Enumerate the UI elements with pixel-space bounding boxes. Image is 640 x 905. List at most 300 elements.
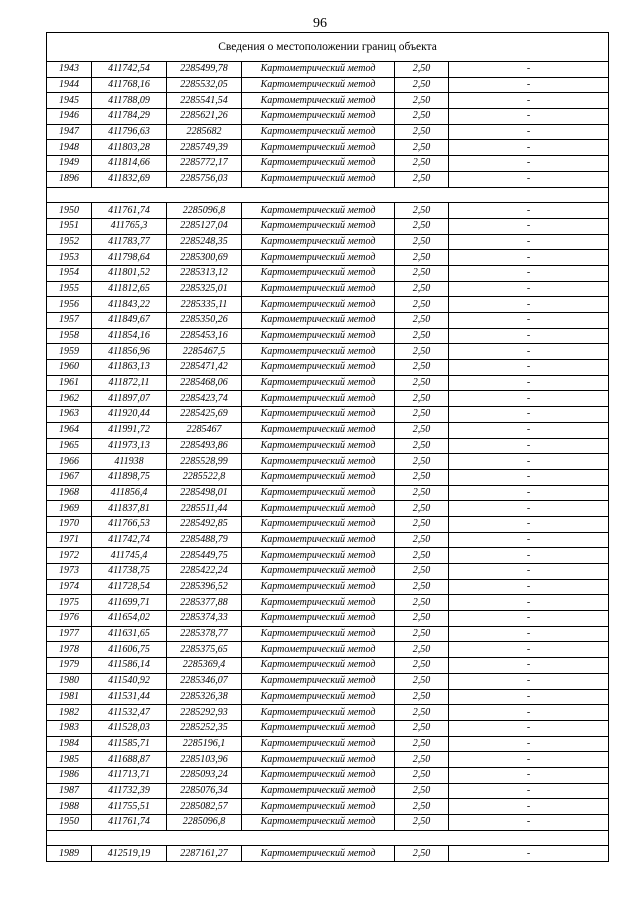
x-coordinate-cell: 411938: [92, 454, 167, 470]
accuracy-cell: 2,50: [395, 501, 449, 517]
description-cell: -: [449, 140, 609, 156]
table-row: [47, 564, 609, 580]
accuracy-cell: 2,50: [395, 658, 449, 674]
y-coordinate-cell: 2285325,01: [167, 281, 242, 297]
accuracy-cell: 2,50: [395, 109, 449, 125]
description-cell: -: [449, 360, 609, 376]
point-number-cell: 1947: [47, 124, 92, 140]
x-coordinate-cell: 411973,13: [92, 438, 167, 454]
method-cell: Картометрический метод: [242, 156, 395, 172]
x-coordinate-cell: 411713,71: [92, 767, 167, 783]
group-separator-row: [47, 187, 609, 203]
description-cell: -: [449, 234, 609, 250]
point-number-cell: 1966: [47, 454, 92, 470]
accuracy-cell: 2,50: [395, 375, 449, 391]
x-coordinate-cell: 411732,39: [92, 783, 167, 799]
x-coordinate-cell: 411766,53: [92, 516, 167, 532]
point-number-cell: 1948: [47, 140, 92, 156]
description-cell: -: [449, 62, 609, 78]
description-cell: -: [449, 501, 609, 517]
method-cell: Картометрический метод: [242, 360, 395, 376]
accuracy-cell: 2,50: [395, 77, 449, 93]
table-row: [47, 689, 609, 705]
method-cell: Картометрический метод: [242, 736, 395, 752]
point-number-cell: 1969: [47, 501, 92, 517]
accuracy-cell: 2,50: [395, 391, 449, 407]
point-number-cell: 1951: [47, 218, 92, 234]
y-coordinate-cell: 2285377,88: [167, 595, 242, 611]
table-title: Сведения о местоположении границ объекта: [47, 33, 609, 62]
y-coordinate-cell: 2287161,27: [167, 846, 242, 862]
accuracy-cell: 2,50: [395, 407, 449, 423]
accuracy-cell: 2,50: [395, 62, 449, 78]
y-coordinate-cell: 2285453,16: [167, 328, 242, 344]
method-cell: Картометрический метод: [242, 752, 395, 768]
x-coordinate-cell: 411688,87: [92, 752, 167, 768]
x-coordinate-cell: 411803,28: [92, 140, 167, 156]
x-coordinate-cell: 411531,44: [92, 689, 167, 705]
point-number-cell: 1964: [47, 422, 92, 438]
y-coordinate-cell: 2285425,69: [167, 407, 242, 423]
point-number-cell: 1978: [47, 642, 92, 658]
method-cell: Картометрический метод: [242, 124, 395, 140]
description-cell: -: [449, 799, 609, 815]
description-cell: -: [449, 375, 609, 391]
x-coordinate-cell: 411798,64: [92, 250, 167, 266]
description-cell: -: [449, 124, 609, 140]
y-coordinate-cell: 2285756,03: [167, 171, 242, 187]
point-number-cell: 1981: [47, 689, 92, 705]
point-number-cell: 1961: [47, 375, 92, 391]
x-coordinate-cell: 411528,03: [92, 720, 167, 736]
description-cell: -: [449, 516, 609, 532]
table-row: [47, 234, 609, 250]
description-cell: -: [449, 564, 609, 580]
y-coordinate-cell: 2285468,06: [167, 375, 242, 391]
accuracy-cell: 2,50: [395, 93, 449, 109]
accuracy-cell: 2,50: [395, 799, 449, 815]
accuracy-cell: 2,50: [395, 328, 449, 344]
y-coordinate-cell: 2285378,77: [167, 626, 242, 642]
method-cell: Картометрический метод: [242, 705, 395, 721]
y-coordinate-cell: 2285396,52: [167, 579, 242, 595]
table-row: [47, 642, 609, 658]
y-coordinate-cell: 2285127,04: [167, 218, 242, 234]
point-number-cell: 1986: [47, 767, 92, 783]
x-coordinate-cell: 411742,54: [92, 62, 167, 78]
y-coordinate-cell: 2285422,24: [167, 564, 242, 580]
description-cell: -: [449, 77, 609, 93]
y-coordinate-cell: 2285096,8: [167, 203, 242, 219]
x-coordinate-cell: 411654,02: [92, 611, 167, 627]
point-number-cell: 1957: [47, 313, 92, 329]
description-cell: -: [449, 673, 609, 689]
x-coordinate-cell: 411606,75: [92, 642, 167, 658]
point-number-cell: 1974: [47, 579, 92, 595]
point-number-cell: 1967: [47, 469, 92, 485]
point-number-cell: 1965: [47, 438, 92, 454]
table-row: [47, 407, 609, 423]
x-coordinate-cell: 411532,47: [92, 705, 167, 721]
table-row: [47, 93, 609, 109]
accuracy-cell: 2,50: [395, 611, 449, 627]
y-coordinate-cell: 2285772,17: [167, 156, 242, 172]
description-cell: -: [449, 328, 609, 344]
method-cell: Картометрический метод: [242, 532, 395, 548]
description-cell: -: [449, 642, 609, 658]
y-coordinate-cell: 2285313,12: [167, 265, 242, 281]
point-number-cell: 1970: [47, 516, 92, 532]
y-coordinate-cell: 2285511,44: [167, 501, 242, 517]
y-coordinate-cell: 2285488,79: [167, 532, 242, 548]
description-cell: -: [449, 281, 609, 297]
table-row: [47, 265, 609, 281]
accuracy-cell: 2,50: [395, 313, 449, 329]
x-coordinate-cell: 411872,11: [92, 375, 167, 391]
table-row: [47, 140, 609, 156]
accuracy-cell: 2,50: [395, 469, 449, 485]
y-coordinate-cell: 2285522,8: [167, 469, 242, 485]
y-coordinate-cell: 2285498,01: [167, 485, 242, 501]
table-row: [47, 720, 609, 736]
method-cell: Картометрический метод: [242, 93, 395, 109]
table-row: [47, 454, 609, 470]
method-cell: Картометрический метод: [242, 799, 395, 815]
x-coordinate-cell: 411540,92: [92, 673, 167, 689]
page-number: 96: [313, 16, 327, 31]
table-row: [47, 815, 609, 831]
table-row: [47, 250, 609, 266]
accuracy-cell: 2,50: [395, 767, 449, 783]
accuracy-cell: 2,50: [395, 265, 449, 281]
table-row: [47, 548, 609, 564]
y-coordinate-cell: 2285374,33: [167, 611, 242, 627]
y-coordinate-cell: 2285292,93: [167, 705, 242, 721]
method-cell: Картометрический метод: [242, 344, 395, 360]
x-coordinate-cell: 411783,77: [92, 234, 167, 250]
point-number-cell: 1962: [47, 391, 92, 407]
description-cell: -: [449, 203, 609, 219]
table-row: [47, 846, 609, 862]
accuracy-cell: 2,50: [395, 705, 449, 721]
method-cell: Картометрический метод: [242, 313, 395, 329]
method-cell: Картометрический метод: [242, 328, 395, 344]
description-cell: -: [449, 250, 609, 266]
description-cell: -: [449, 485, 609, 501]
point-number-cell: 1945: [47, 93, 92, 109]
accuracy-cell: 2,50: [395, 642, 449, 658]
accuracy-cell: 2,50: [395, 454, 449, 470]
y-coordinate-cell: 2285248,35: [167, 234, 242, 250]
table-row: [47, 124, 609, 140]
table-row: [47, 344, 609, 360]
method-cell: Картометрический метод: [242, 595, 395, 611]
table-row: [47, 218, 609, 234]
table-row: [47, 328, 609, 344]
point-number-cell: 1985: [47, 752, 92, 768]
separator-cell: [47, 830, 609, 846]
table-row: [47, 783, 609, 799]
method-cell: Картометрический метод: [242, 234, 395, 250]
table-row: [47, 626, 609, 642]
point-number-cell: 1963: [47, 407, 92, 423]
accuracy-cell: 2,50: [395, 595, 449, 611]
table-row: [47, 532, 609, 548]
method-cell: Картометрический метод: [242, 501, 395, 517]
accuracy-cell: 2,50: [395, 689, 449, 705]
x-coordinate-cell: 411832,69: [92, 171, 167, 187]
y-coordinate-cell: 2285467,5: [167, 344, 242, 360]
description-cell: -: [449, 548, 609, 564]
table-row: [47, 595, 609, 611]
accuracy-cell: 2,50: [395, 281, 449, 297]
table-row: [47, 375, 609, 391]
point-number-cell: 1983: [47, 720, 92, 736]
description-cell: -: [449, 595, 609, 611]
x-coordinate-cell: 411585,71: [92, 736, 167, 752]
y-coordinate-cell: 2285532,05: [167, 77, 242, 93]
y-coordinate-cell: 2285682: [167, 124, 242, 140]
accuracy-cell: 2,50: [395, 438, 449, 454]
x-coordinate-cell: 411812,65: [92, 281, 167, 297]
x-coordinate-cell: 411863,13: [92, 360, 167, 376]
x-coordinate-cell: 411761,74: [92, 815, 167, 831]
description-cell: -: [449, 783, 609, 799]
method-cell: Картометрический метод: [242, 218, 395, 234]
x-coordinate-cell: 411755,51: [92, 799, 167, 815]
y-coordinate-cell: 2285196,1: [167, 736, 242, 752]
method-cell: Картометрический метод: [242, 62, 395, 78]
table-row: [47, 422, 609, 438]
table-row: [47, 516, 609, 532]
x-coordinate-cell: 411897,07: [92, 391, 167, 407]
method-cell: Картометрический метод: [242, 579, 395, 595]
description-cell: -: [449, 297, 609, 313]
description-cell: -: [449, 846, 609, 862]
point-number-cell: 1950: [47, 203, 92, 219]
method-cell: Картометрический метод: [242, 297, 395, 313]
method-cell: Картометрический метод: [242, 375, 395, 391]
table-row: [47, 438, 609, 454]
accuracy-cell: 2,50: [395, 548, 449, 564]
point-number-cell: 1968: [47, 485, 92, 501]
description-cell: -: [449, 344, 609, 360]
boundary-coordinates-table: [46, 32, 609, 862]
table-row: [47, 391, 609, 407]
x-coordinate-cell: 411796,63: [92, 124, 167, 140]
point-number-cell: 1971: [47, 532, 92, 548]
method-cell: Картометрический метод: [242, 815, 395, 831]
description-cell: -: [449, 313, 609, 329]
x-coordinate-cell: 411745,4: [92, 548, 167, 564]
method-cell: Картометрический метод: [242, 783, 395, 799]
description-cell: -: [449, 422, 609, 438]
method-cell: Картометрический метод: [242, 846, 395, 862]
x-coordinate-cell: 411849,67: [92, 313, 167, 329]
y-coordinate-cell: 2285449,75: [167, 548, 242, 564]
point-number-cell: 1982: [47, 705, 92, 721]
point-number-cell: 1944: [47, 77, 92, 93]
point-number-cell: 1946: [47, 109, 92, 125]
accuracy-cell: 2,50: [395, 171, 449, 187]
table-row: [47, 281, 609, 297]
point-number-cell: 1989: [47, 846, 92, 862]
table-row: [47, 611, 609, 627]
y-coordinate-cell: 2285335,11: [167, 297, 242, 313]
description-cell: -: [449, 469, 609, 485]
method-cell: Картометрический метод: [242, 658, 395, 674]
accuracy-cell: 2,50: [395, 140, 449, 156]
method-cell: Картометрический метод: [242, 689, 395, 705]
point-number-cell: 1958: [47, 328, 92, 344]
x-coordinate-cell: 411784,29: [92, 109, 167, 125]
point-number-cell: 1984: [47, 736, 92, 752]
method-cell: Картометрический метод: [242, 611, 395, 627]
method-cell: Картометрический метод: [242, 422, 395, 438]
x-coordinate-cell: 411801,52: [92, 265, 167, 281]
table-row: [47, 485, 609, 501]
x-coordinate-cell: 411586,14: [92, 658, 167, 674]
method-cell: Картометрический метод: [242, 265, 395, 281]
table-row: [47, 736, 609, 752]
description-cell: -: [449, 720, 609, 736]
y-coordinate-cell: 2285082,57: [167, 799, 242, 815]
description-cell: -: [449, 156, 609, 172]
accuracy-cell: 2,50: [395, 234, 449, 250]
y-coordinate-cell: 2285346,07: [167, 673, 242, 689]
table-row: [47, 579, 609, 595]
y-coordinate-cell: 2285423,74: [167, 391, 242, 407]
accuracy-cell: 2,50: [395, 297, 449, 313]
accuracy-cell: 2,50: [395, 720, 449, 736]
accuracy-cell: 2,50: [395, 626, 449, 642]
description-cell: -: [449, 626, 609, 642]
x-coordinate-cell: 411854,16: [92, 328, 167, 344]
x-coordinate-cell: 411768,16: [92, 77, 167, 93]
accuracy-cell: 2,50: [395, 736, 449, 752]
table-row: [47, 501, 609, 517]
method-cell: Картометрический метод: [242, 454, 395, 470]
separator-cell: [47, 187, 609, 203]
y-coordinate-cell: 2285350,26: [167, 313, 242, 329]
x-coordinate-cell: 411856,96: [92, 344, 167, 360]
description-cell: -: [449, 407, 609, 423]
x-coordinate-cell: 411631,65: [92, 626, 167, 642]
description-cell: -: [449, 438, 609, 454]
y-coordinate-cell: 2285471,42: [167, 360, 242, 376]
method-cell: Картометрический метод: [242, 642, 395, 658]
method-cell: Картометрический метод: [242, 767, 395, 783]
y-coordinate-cell: 2285369,4: [167, 658, 242, 674]
accuracy-cell: 2,50: [395, 579, 449, 595]
accuracy-cell: 2,50: [395, 156, 449, 172]
table-row: [47, 705, 609, 721]
x-coordinate-cell: 411761,74: [92, 203, 167, 219]
method-cell: Картометрический метод: [242, 548, 395, 564]
x-coordinate-cell: 411728,54: [92, 579, 167, 595]
table-row: [47, 469, 609, 485]
y-coordinate-cell: 2285492,85: [167, 516, 242, 532]
y-coordinate-cell: 2285749,39: [167, 140, 242, 156]
point-number-cell: 1952: [47, 234, 92, 250]
description-cell: -: [449, 689, 609, 705]
y-coordinate-cell: 2285375,65: [167, 642, 242, 658]
table-row: [47, 156, 609, 172]
point-number-cell: 1896: [47, 171, 92, 187]
method-cell: Картометрический метод: [242, 281, 395, 297]
table-row: [47, 767, 609, 783]
accuracy-cell: 2,50: [395, 344, 449, 360]
accuracy-cell: 2,50: [395, 752, 449, 768]
point-number-cell: 1943: [47, 62, 92, 78]
description-cell: -: [449, 611, 609, 627]
x-coordinate-cell: 411991,72: [92, 422, 167, 438]
method-cell: Картометрический метод: [242, 438, 395, 454]
y-coordinate-cell: 2285252,35: [167, 720, 242, 736]
method-cell: Картометрический метод: [242, 203, 395, 219]
description-cell: -: [449, 532, 609, 548]
accuracy-cell: 2,50: [395, 673, 449, 689]
point-number-cell: 1977: [47, 626, 92, 642]
description-cell: -: [449, 391, 609, 407]
x-coordinate-cell: 411788,09: [92, 93, 167, 109]
point-number-cell: 1980: [47, 673, 92, 689]
accuracy-cell: 2,50: [395, 532, 449, 548]
accuracy-cell: 2,50: [395, 783, 449, 799]
x-coordinate-cell: 411898,75: [92, 469, 167, 485]
table-title-row: [47, 33, 609, 62]
y-coordinate-cell: 2285326,38: [167, 689, 242, 705]
x-coordinate-cell: 411738,75: [92, 564, 167, 580]
accuracy-cell: 2,50: [395, 846, 449, 862]
point-number-cell: 1987: [47, 783, 92, 799]
method-cell: Картометрический метод: [242, 516, 395, 532]
point-number-cell: 1988: [47, 799, 92, 815]
table-row: [47, 203, 609, 219]
x-coordinate-cell: 411843,22: [92, 297, 167, 313]
accuracy-cell: 2,50: [395, 360, 449, 376]
point-number-cell: 1979: [47, 658, 92, 674]
y-coordinate-cell: 2285541,54: [167, 93, 242, 109]
description-cell: -: [449, 705, 609, 721]
table-row: [47, 62, 609, 78]
accuracy-cell: 2,50: [395, 564, 449, 580]
point-number-cell: 1955: [47, 281, 92, 297]
x-coordinate-cell: 411856,4: [92, 485, 167, 501]
accuracy-cell: 2,50: [395, 218, 449, 234]
accuracy-cell: 2,50: [395, 815, 449, 831]
description-cell: -: [449, 109, 609, 125]
x-coordinate-cell: 412519,19: [92, 846, 167, 862]
x-coordinate-cell: 411837,81: [92, 501, 167, 517]
description-cell: -: [449, 93, 609, 109]
method-cell: Картометрический метод: [242, 407, 395, 423]
group-separator-row: [47, 830, 609, 846]
x-coordinate-cell: 411920,44: [92, 407, 167, 423]
description-cell: -: [449, 265, 609, 281]
point-number-cell: 1975: [47, 595, 92, 611]
description-cell: -: [449, 454, 609, 470]
method-cell: Картометрический метод: [242, 140, 395, 156]
x-coordinate-cell: 411742,74: [92, 532, 167, 548]
method-cell: Картометрический метод: [242, 485, 395, 501]
table-row: [47, 658, 609, 674]
description-cell: -: [449, 579, 609, 595]
y-coordinate-cell: 2285093,24: [167, 767, 242, 783]
method-cell: Картометрический метод: [242, 564, 395, 580]
y-coordinate-cell: 2285467: [167, 422, 242, 438]
point-number-cell: 1954: [47, 265, 92, 281]
